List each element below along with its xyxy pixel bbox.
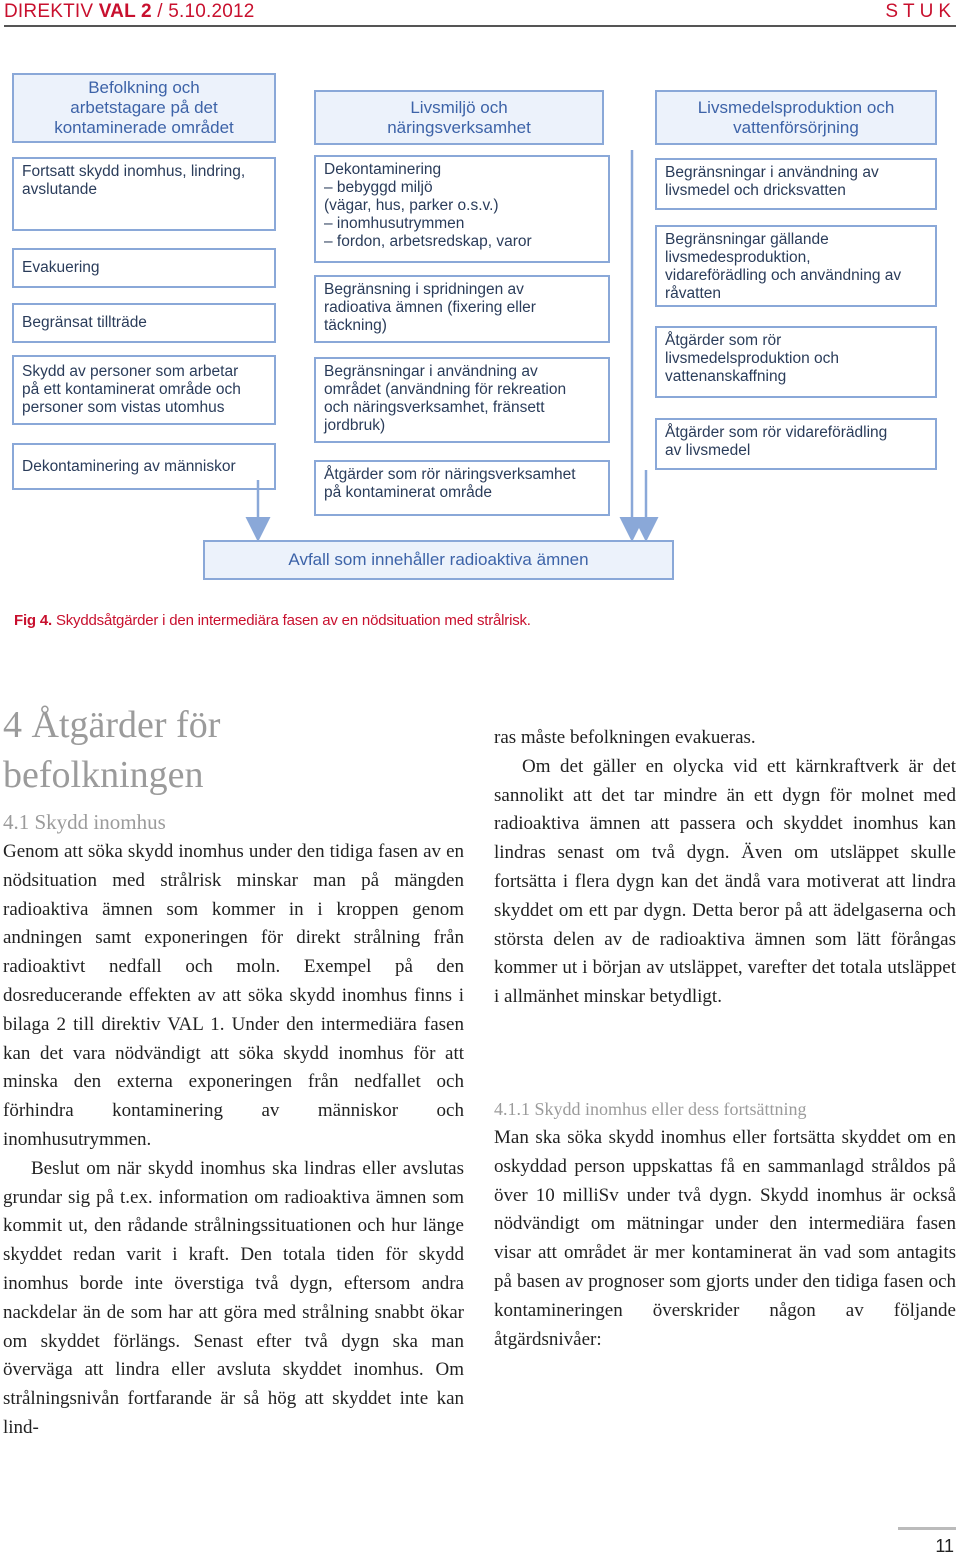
col1-item-box — [12, 303, 276, 343]
col3-item-box-line: av livsmedel — [665, 442, 751, 459]
col2-item-box-line: Åtgärder som rör näringsverksamhet — [324, 466, 576, 483]
col2-item-box-line: området (användning för rekreation — [324, 381, 567, 398]
section-heading-line-1: 4 Åtgärder för — [3, 704, 221, 746]
col1-item-box — [12, 248, 276, 288]
col1-item-box-line: Fortsatt skydd inomhus, lindring, — [22, 163, 246, 180]
col1-item-box-line: avslutande — [22, 181, 97, 198]
col2-header-box — [314, 90, 604, 145]
figure-caption — [14, 612, 531, 629]
figure-diagram — [0, 60, 902, 590]
col1-item-box — [12, 443, 276, 490]
paragraph: Beslut om när skydd inomhus ska lindras eller avslutas grundar sig på t.ex. information om radioaktiva ämnen som kommit ut, den rådande strålningssituationen och hur länge skyddet redan varit i kraft. Den totala tiden för skydd inomhus borde inte överstiga två dygn, eftersom andra nackdelar än de som har att göra med strålning snabbt ökar om skyddet förlängs. Senast efter två dygn ska man överväga att lindra eller avsluta skyddet inomhus. Om strålningsnivån fortfarande är så hög att skyddet inte kan lind- — [3, 1157, 464, 1438]
left-column — [3, 838, 464, 1443]
col2-header-box-line: näringsverksamhet — [387, 117, 531, 137]
col2-item-box-line: – bebyggd miljö — [324, 179, 433, 196]
col1-item-box-line: personer som vistas utomhus — [22, 399, 225, 416]
col2-item-box-line: radioativa ämnen (fixering eller — [324, 299, 536, 316]
col3-item-box — [655, 158, 937, 210]
col1-header-box-line: Befolkning och — [88, 78, 200, 97]
page-number-rule — [898, 1527, 956, 1530]
col3-item-box-line: råvatten — [665, 285, 722, 302]
col2-item-box-line: Begränsningar i användning av — [324, 363, 538, 380]
col1-item-box-line: på ett kontaminerat område och — [22, 381, 241, 398]
page-header — [4, 0, 956, 26]
header-direktiv: DIREKTIV — [4, 1, 99, 22]
col2-header-box-line: Livsmiljö och — [410, 97, 508, 117]
col1-header-box — [12, 73, 276, 143]
header-stuk: STUK — [885, 1, 956, 22]
subsubsection-heading: 4.1.1 Skydd inomhus eller dess fortsättning — [494, 1099, 807, 1119]
col3-item-box-line: vidareförädling och användning av — [665, 267, 902, 284]
col3-header-box-line: vattenförsörjning — [733, 117, 859, 137]
col2-item-box-line: (vägar, hus, parker o.s.v.) — [324, 197, 499, 214]
col3-header-box — [655, 90, 937, 145]
col2-item-box-line: på kontaminerat område — [324, 484, 493, 501]
right-column-bottom — [494, 1124, 956, 1354]
header-val: VAL 2 — [98, 1, 152, 22]
waste-box — [203, 540, 674, 580]
col3-item-box — [655, 418, 937, 470]
col1-item-box-line: Dekontaminering av människor — [22, 457, 236, 475]
header-title — [4, 1, 255, 23]
col2-item-box — [314, 275, 610, 343]
col3-item-box-line: Åtgärder som rör vidareförädling — [665, 424, 888, 441]
paragraph: Man ska söka skydd inomhus eller fortsätta skyddet om en oskyddad person uppskattas få en sammanlagd stråldos på över 10 milliSv under två dygn. Skydd inomhus är också nödvändigt om mätningar under den intermediära fasen visar att området är mer kontaminerat än vad som antagits på basen av prognoser som gjorts under den tidiga fasen och kontamineringen överskrider någon av följande åtgärdsnivåer: — [494, 1127, 956, 1350]
col1-item-box — [12, 157, 276, 231]
caption-text: Skyddsåtgärder i den intermediära fasen av en nödsituation med strålrisk. — [51, 612, 531, 629]
col1-item-box-line: Skydd av personer som arbetar — [22, 363, 239, 380]
col3-item-box-line: Begränsningar gällande — [665, 231, 829, 248]
caption-label: Fig 4. — [14, 612, 52, 629]
section-heading — [3, 700, 453, 800]
paragraph: Genom att söka skydd inomhus under den tidiga fasen av en nödsituation med strålrisk minskar man på mängden radioaktiva ämnen som kommer in i kroppen genom andningen samt exponeringen för direkt strålning från radioaktivt nedfall och moln. Exempel på den dosreducerande effekten av att söka skydd inomhus finns i bilaga 2 till direktiv VAL 1. Under den intermediära fasen kan det vara nödvändigt att söka skydd inomhus för att minska den externa exponeringen från nedfallet och förhindra kontaminering av människor och inomhusutrymmen. — [3, 841, 464, 1150]
col2-item-box-line: Dekontaminering — [324, 161, 442, 178]
col3-item-box-line: vattenanskaffning — [665, 368, 787, 385]
col2-item-box-line: Begränsning i spridningen av — [324, 281, 524, 298]
col3-item-box — [655, 225, 937, 307]
col2-item-box-line: och näringsverksamhet, fränsett — [324, 399, 545, 416]
col1-item-box — [12, 355, 276, 425]
section-heading-line-2: befolkningen — [3, 754, 204, 796]
col3-item-box-line: Begränsningar i användning av — [665, 164, 879, 181]
col1-item-box-line: Evakuering — [22, 259, 100, 276]
col2-item-box — [314, 460, 610, 516]
subsection-heading: 4.1 Skydd inomhus — [3, 810, 166, 834]
paragraph: ras måste befolkningen evakueras. — [494, 727, 756, 748]
right-column-top — [494, 724, 956, 1012]
col3-item-box-line: livsmedelsproduktion och — [665, 350, 840, 367]
page-number: 11 — [935, 1536, 954, 1556]
col2-item-box — [314, 357, 610, 443]
paragraph: Om det gäller en olycka vid ett kärnkraftverk är det sannolikt att det tar mindre än ett dygn för molnet med radioaktiva ämnen att passera och skyddet inomhus kan lindras senast om två dygn. Även om utsläppet skulle fortsätta i flera dygn kan det ändå vara motiverat att lindra skyddet om ett par dygn. Detta beror på att ädelgaserna och största delen av de radioaktiva ämnen som lätt förångas kommer ut i början av utsläppet, varefter det totala utsläppet i allmänhet minskar betydligt. — [494, 755, 956, 1008]
col1-header-box-line: kontaminerade området — [54, 118, 234, 137]
col2-item-box-line: täckning) — [324, 317, 387, 334]
header-rule — [4, 25, 956, 27]
col2-item-box-line: jordbruk) — [324, 417, 386, 434]
col3-item-box-line: livsmedel och dricksvatten — [665, 182, 846, 199]
col2-item-box-line: – inomhusutrymmen — [324, 215, 465, 232]
col1-header-box-line: arbetstagare på det — [70, 98, 218, 117]
col1-item-box-line: Begränsat tillträde — [22, 314, 147, 331]
col2-item-box — [314, 155, 610, 263]
col3-item-box — [655, 326, 937, 398]
col3-item-box-line: Åtgärder som rör — [665, 332, 782, 349]
waste-box-label: Avfall som innehåller radioaktiva ämnen — [288, 550, 589, 569]
col3-item-box-line: livsmedesproduktion, — [665, 249, 811, 266]
col3-header-box-line: Livsmedelsproduktion och — [697, 97, 895, 117]
col2-item-box-line: – fordon, arbetsredskap, varor — [324, 233, 532, 250]
header-date: / 5.10.2012 — [151, 1, 255, 22]
